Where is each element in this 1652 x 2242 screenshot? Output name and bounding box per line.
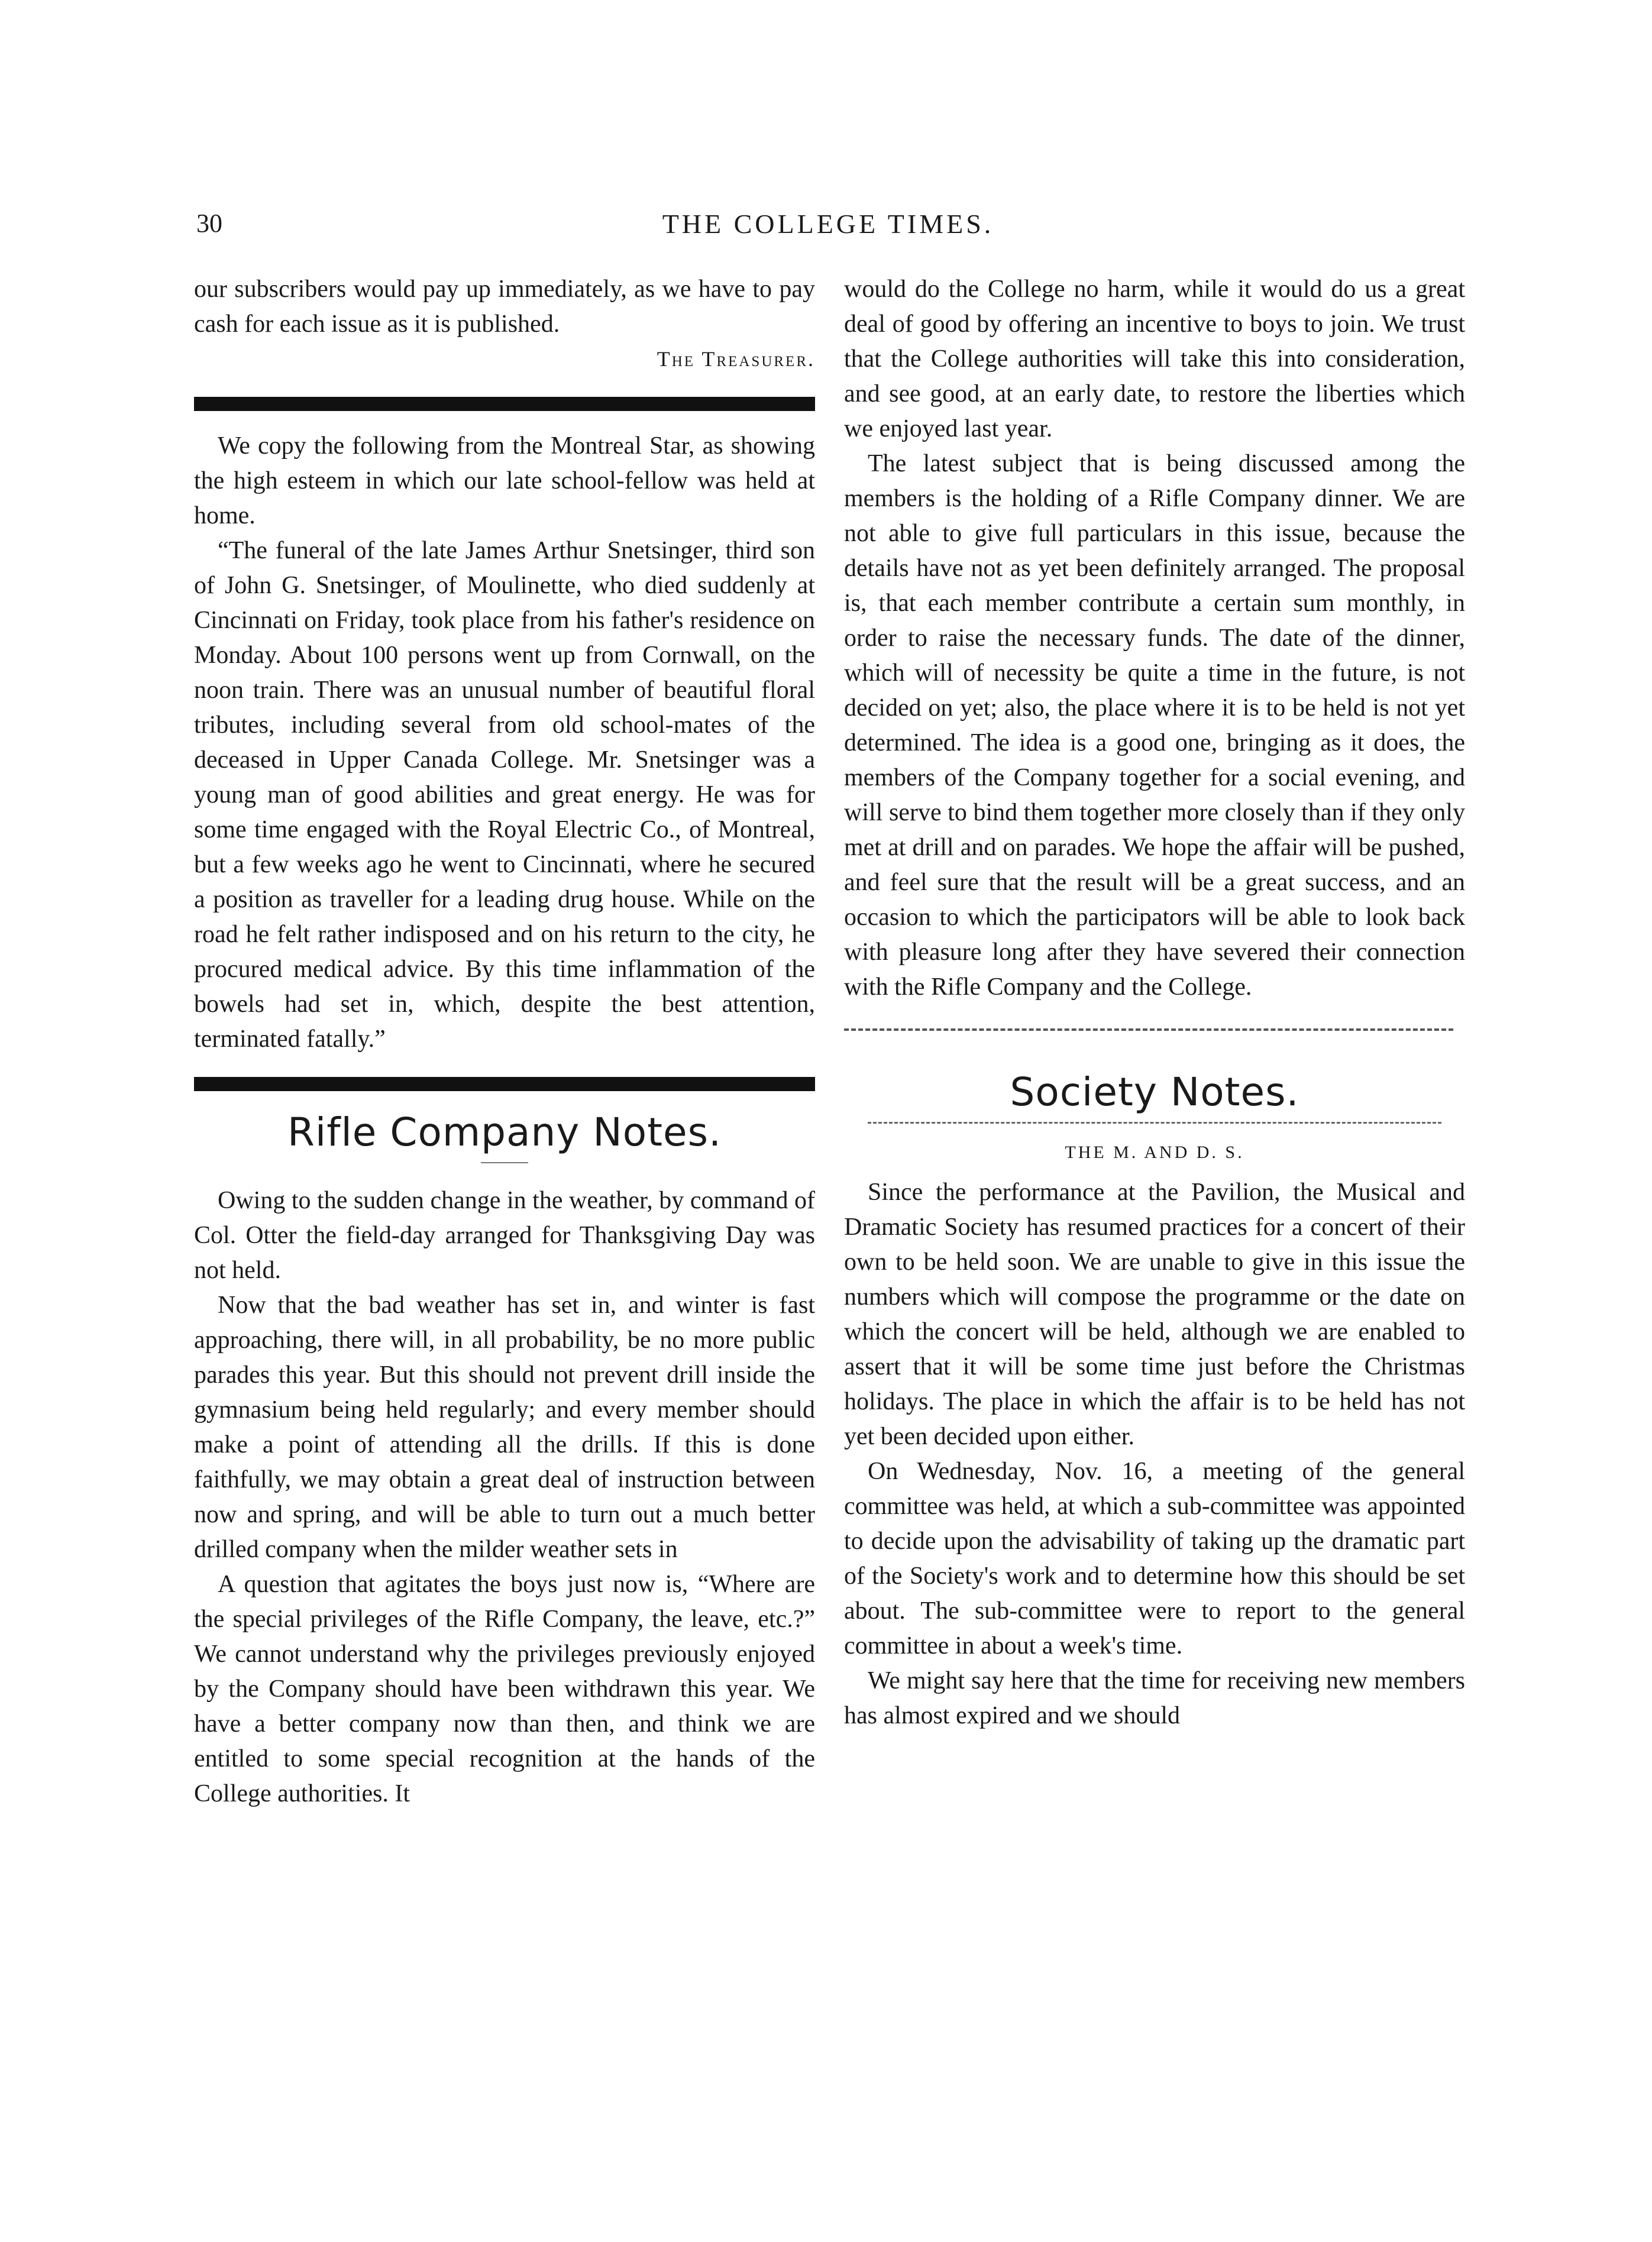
page-header-title: THE COLLEGE TIMES.	[662, 209, 994, 239]
section-divider	[194, 397, 815, 411]
heading-underline	[868, 1122, 1441, 1125]
rifle-continued-paragraph: would do the College no harm, while it would do us a great deal of good by offering an incentive to boys to join. We trust that the College authorities will take this into consideration, and see good, at an early date, to restore the liberties which we enjoyed last year.	[844, 276, 1465, 442]
society-paragraph: Since the performance at the Pavilion, the Musical and Dramatic Society has resumed practices for a concert of their own to be held soon. We are unable to give in this issue the numbers which will compose the programme or the date on which the concert will be held, although we are enabled to assert that it will be some time just before the Christmas holidays. The place in which the affair is to be held has not yet been decided upon either.	[844, 1179, 1465, 1450]
rifle-paragraph: Owing to the sudden change in the weather, by command of Col. Otter the field-day arranged for Thanksgiving Day was not held.	[194, 1187, 815, 1284]
society-subheading: THE M. AND D. S.	[1065, 1143, 1244, 1162]
section-divider	[194, 1077, 815, 1091]
treasurer-note: our subscribers would pay up immediately, as we have to pay cash for each issue as it is published.	[194, 276, 815, 338]
page-number: 30	[196, 209, 222, 238]
rifle-paragraph: A question that agitates the boys just now is, “Where are the special privileges of the Rifle Company, the leave, etc.?” We cannot understand why the privileges previously enjoyed by the Company should have been withdrawn this year. We have a better company now than then, and think we are entitled to some special recognition at the hands of the College authorities. It	[194, 1571, 815, 1807]
right-column	[844, 272, 1465, 1733]
rifle-dinner-paragraph: The latest subject that is being discussed among the members is the holding of a Rifle Company dinner. We are not able to give full particulars in this issue, because the details have not as yet been definitely arranged. The proposal is, that each member contribute a certain sum monthly, in order to raise the necessary funds. The date of the dinner, which will of necessity be quite a time in the future, is not decided on yet; also, the place where it is to be held is not yet determined. The idea is a good one, bringing as it does, the members of the Company together for a social evening, and will serve to bind them together more closely than if they only met at drill and on parades. We hope the affair will be pushed, and feel sure that the result will be a great success, and an occasion to which the participators will be able to look back with pleasure long after they have severed their connection with the Rifle Company and the College.	[844, 450, 1465, 1001]
treasurer-signature: The Treasurer.	[657, 347, 815, 371]
obituary-intro: We copy the following from the Montreal Star, as showing the high esteem in which our late school-fellow was held at home.	[194, 432, 815, 529]
obituary-quote: “The funeral of the late James Arthur Snetsinger, third son of John G. Snetsinger, of Moulinette, who died suddenly at Cincinnati on Friday, took place from his father's residence on Monday. About 100 persons went up from Cornwall, on the noon train. There was an unusual number of beautiful floral tributes, including several from old school-mates of the deceased in Upper Canada College. Mr. Snetsinger was a young man of good abilities and great energy. He was for some time engaged with the Royal Electric Co., of Montreal, but a few weeks ago he went to Cincinnati, where he secured a position as traveller for a leading drug house. While on the road he felt rather indisposed and on his return to the city, he procured medical advice. By this time inflammation of the bowels had set in, which, despite the best attention, terminated fatally.”	[194, 537, 815, 1053]
society-paragraph: We might say here that the time for receiving new members has almost expired and we should	[844, 1667, 1465, 1729]
society-paragraph: On Wednesday, Nov. 16, a meeting of the general committee was held, at which a sub-committee was appointed to decide upon the advisability of taking up the dramatic part of the Society's work and to determine how this should be set about. The sub-committee were to report to the general committee in about a week's time.	[844, 1458, 1465, 1659]
rifle-paragraph: Now that the bad weather has set in, and winter is fast approaching, there will, in all probability, be no more public parades this year. But this should not prevent drill inside the gymnasium being held regularly; and every member should make a point of attending all the drills. If this is done faithfully, we may obtain a great deal of instruction between now and spring, and will be able to turn out a much better drilled company when the milder weather sets in	[194, 1292, 815, 1563]
section-divider	[844, 1028, 1453, 1033]
heading-underline	[481, 1162, 528, 1163]
society-notes-heading: Society Notes.	[1010, 1069, 1299, 1115]
left-column	[194, 272, 815, 1811]
rifle-company-heading: Rifle Company Notes.	[287, 1109, 722, 1155]
